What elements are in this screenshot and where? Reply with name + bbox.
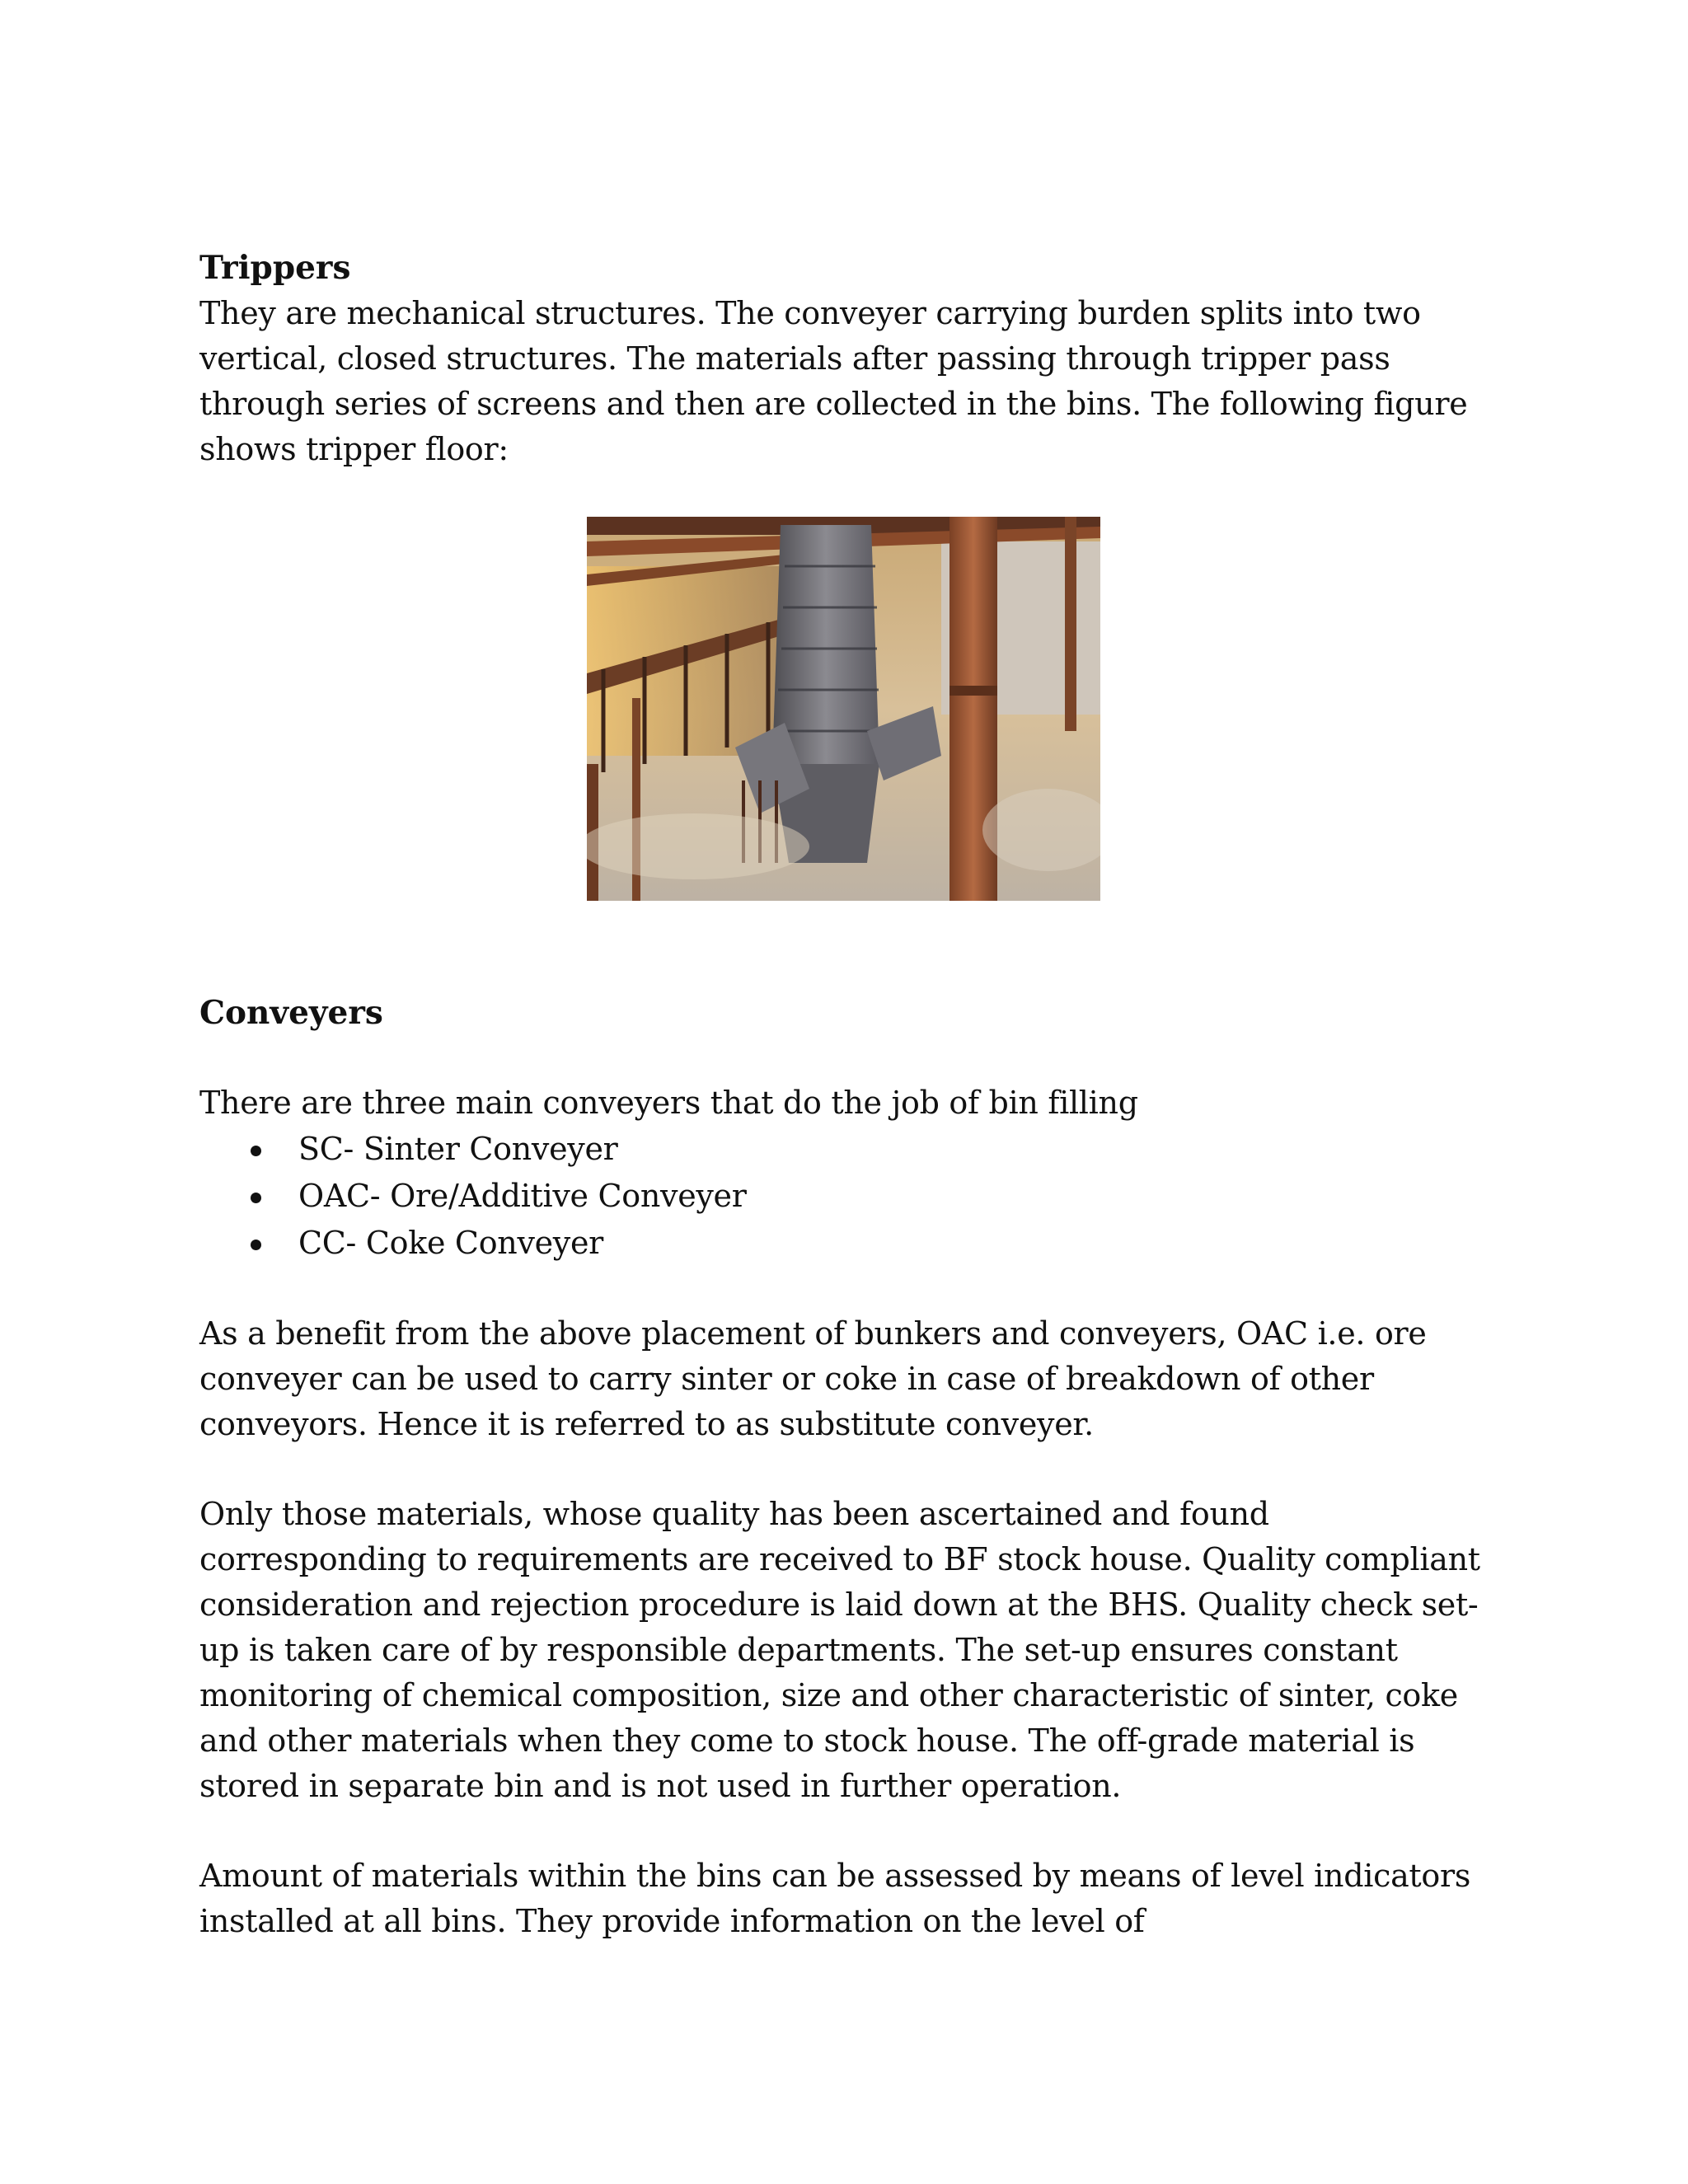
conveyers-intro: There are three main conveyers that do the job of bin filling <box>199 1085 1138 1121</box>
list-item <box>251 1173 1502 1220</box>
conveyer-list <box>199 1126 1502 1267</box>
document-page <box>199 246 1502 1944</box>
substitute-conveyer-paragraph: As a benefit from the above placement of bunkers and conveyers, OAC i.e. ore conveyer can be used to carry sinter or coke in case of breakdown of other conveyors. Hence it is referred to as substitute conveyer. <box>199 1315 1427 1442</box>
trippers-paragraph: They are mechanical structures. The conveyer carrying burden splits into two vertical, closed structures. The materials after passing through tripper pass through series of screens and then are collected in the bins. The following figure shows tripper floor: <box>199 295 1468 467</box>
list-item-text: SC- Sinter Conveyer <box>298 1131 618 1167</box>
bullet-icon <box>251 1193 261 1203</box>
bullet-icon <box>251 1146 261 1156</box>
list-item-text: CC- Coke Conveyer <box>298 1225 604 1261</box>
quality-paragraph: Only those materials, whose quality has been ascertained and found corresponding to requirements are received to BF stock house. Quality compliant consideration and rejection procedure is laid down at the BHS. Quality check set-up is taken care of by responsible departments. The set-up ensures constant monitoring of chemical composition, size and other characteristic of sinter, coke and other materials when they come to stock house. The off-grade material is stored in separate bin and is not used in further operation. <box>199 1496 1480 1804</box>
section-heading-conveyers: Conveyers <box>199 994 383 1032</box>
section-heading-trippers: Trippers <box>199 249 351 287</box>
list-item <box>251 1126 1502 1173</box>
list-item-text: OAC- Ore/Additive Conveyer <box>298 1178 747 1214</box>
level-indicators-paragraph: Amount of materials within the bins can be assessed by means of level indicators installed at all bins. They provide information on the level of <box>199 1858 1471 1939</box>
list-item <box>251 1220 1502 1267</box>
tripper-floor-photo <box>587 517 1100 901</box>
bullet-icon <box>251 1240 261 1250</box>
